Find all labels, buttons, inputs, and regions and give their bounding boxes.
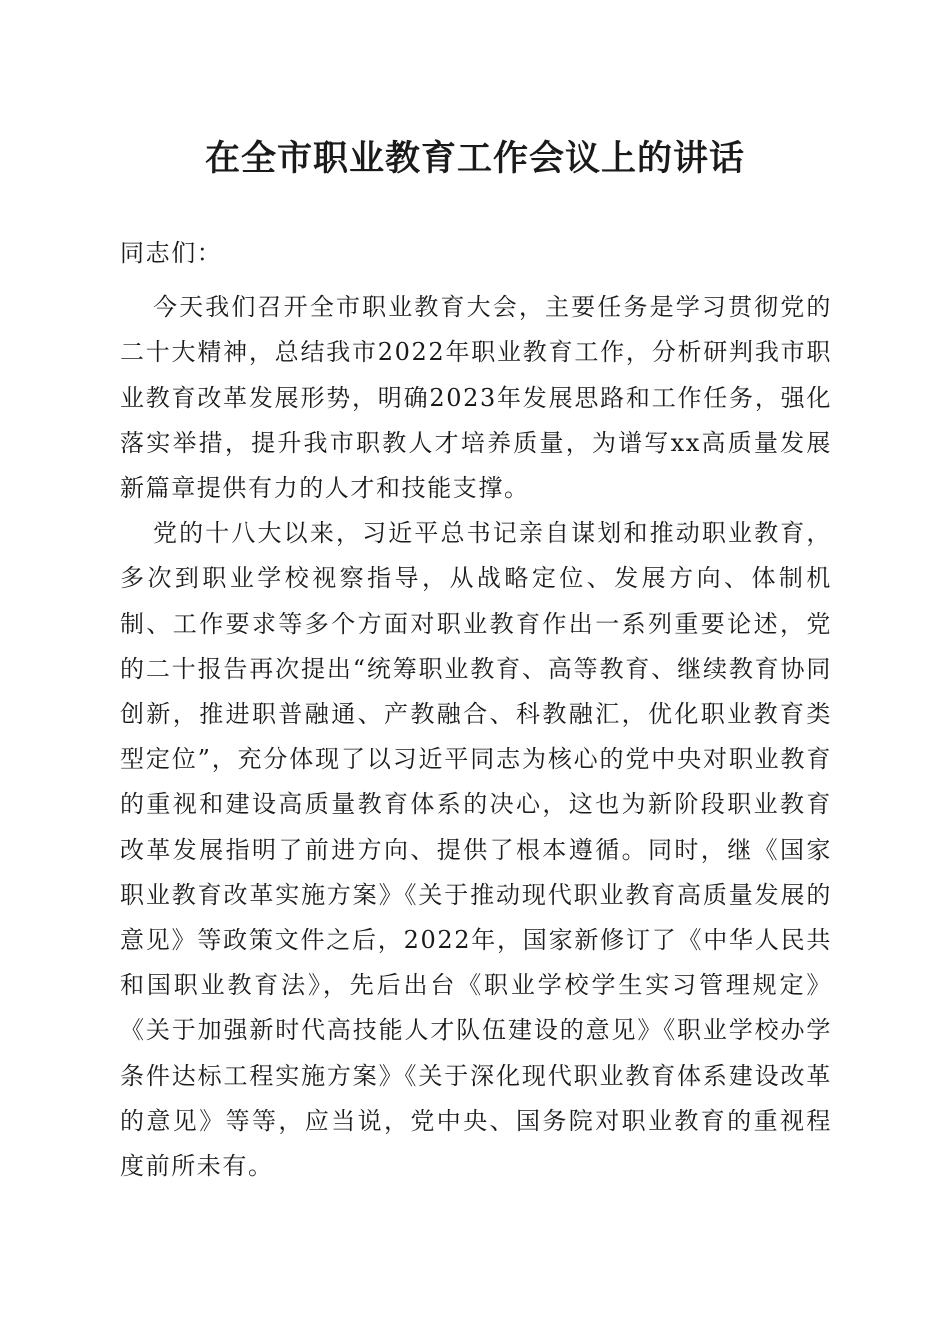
paragraph-2: 党的十八大以来，习近平总书记亲自谋划和推动职业教育，多次到职业学校视察指导，从战略定位、发展方向、体制机制、工作要求等多个方面对职业教育作出一系列重要论述，党的二十报告再次提出“统筹职业教育、高等教育、继续教育协同创新，推进职普融通、产教融合、科教融汇，优化职业教育类型定位”，充分体现了以习近平同志为核心的党中央对职业教育的重视和建设高质量教育体系的决心，这也为新阶段职业教育改革发展指明了前进方向、提供了根本遵循。同时，继《国家职业教育改革实施方案》《关于推动现代职业教育高质量发展的意见》等政策文件之后，2022年，国家新修订了《中华人民共和国职业教育法》，先后出台《职业学校学生实习管理规定》《关于加强新时代高技能人才队伍建设的意见》《职业学校办学条件达标工程实施方案》《关于深化现代职业教育体系建设改革的意见》等等，应当说，党中央、国务院对职业教育的重视程度前所未有。 bbox=[120, 519, 832, 1181]
salutation: 同志们： bbox=[120, 239, 223, 267]
document-title: 在全市职业教育工作会议上的讲话 bbox=[204, 138, 745, 179]
document-body bbox=[120, 231, 832, 1189]
paragraph-1: 今天我们召开全市职业教育大会，主要任务是学习贯彻党的二十大精神，总结我市2022年职业教育工作，分析研判我市职业教育改革发展形势，明确2023年发展思路和工作任务，强化落实举措，提升我市职教人才培养质量，为谱写xx高质量发展新篇章提供有力的人才和技能支撑。 bbox=[120, 293, 832, 503]
